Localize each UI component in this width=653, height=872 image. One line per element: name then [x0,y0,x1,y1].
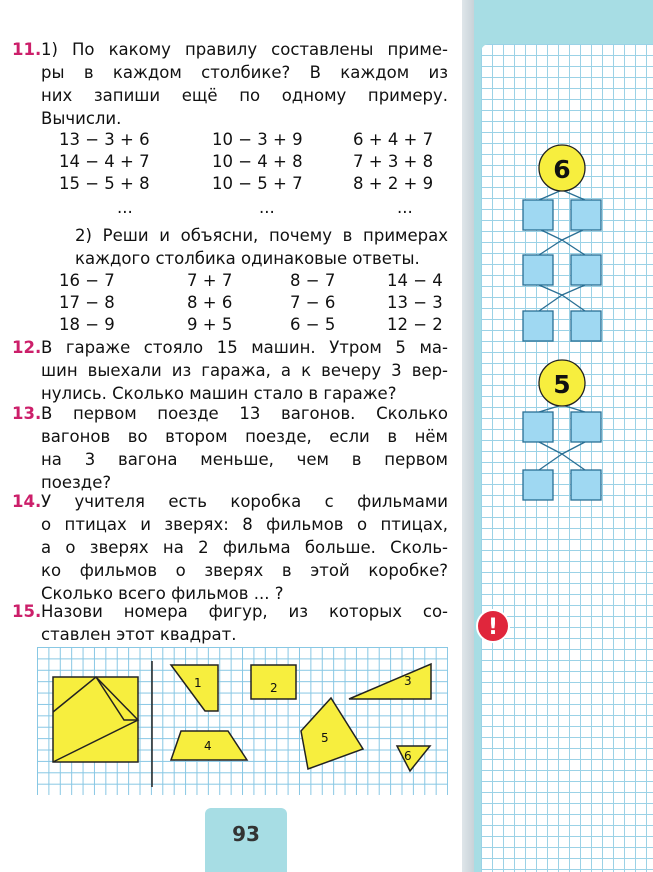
example: 9 + 5 [187,315,233,334]
answer-box [523,311,553,341]
answer-box [523,412,553,442]
example: 10 − 3 + 9 [212,130,303,149]
task-11-text: 1) По какому правилу составлены приме- ры в каждом столбике? В каждом из них запиши ещё по одному примеру. Вычисли. [41,40,448,128]
figure-5 [301,698,363,769]
example: 17 − 8 [59,293,115,312]
figure-4-label: 4 [204,739,212,753]
ellipsis: ... [117,198,133,217]
example: 6 − 5 [290,315,336,334]
example: 18 − 9 [59,315,115,334]
figure-2-label: 2 [270,681,278,695]
figure-3 [349,664,431,699]
task-12-number: 12. [12,338,42,357]
example: 15 − 5 + 8 [59,174,150,193]
tree-2-number: 5 [553,370,571,399]
task-11-part2-text: 2) Реши и объясни, почему в примерах каждого столбика одинаковые ответы. [75,226,448,268]
example: 10 − 4 + 8 [212,152,303,171]
task-11-number: 11. [12,40,42,59]
task-15-text: Назови номера фигур, из которых со- ставлен этот квадрат. [41,602,448,644]
ellipsis: ... [397,198,413,217]
figure-5-label: 5 [321,731,329,745]
task-13-text: В первом поезде 13 вагонов. Сколько вагонов во втором поезде, если в нём на 3 вагона меньше, чем в первом поезде? [41,404,448,492]
example: 13 − 3 + 6 [59,130,150,149]
example: 16 − 7 [59,271,115,290]
answer-box [571,311,601,341]
example: 14 − 4 [387,271,443,290]
example: 13 − 3 [387,293,443,312]
task-13-number: 13. [12,404,42,423]
figure-6 [397,746,430,771]
example: 8 + 6 [187,293,233,312]
page-number: 93 [232,822,260,846]
example: 8 − 7 [290,271,336,290]
example: 7 + 7 [187,271,233,290]
answer-box [523,470,553,500]
svg-text:!: ! [487,615,499,640]
answer-box [523,200,553,230]
example: 6 + 4 + 7 [353,130,434,149]
task-12-text: В гараже стояло 15 машин. Утром 5 ма- шин выехали из гаража, а к вечеру 3 вер- нулись. Сколько машин стало в гараже? [41,338,448,403]
answer-box [571,470,601,500]
answer-box [571,200,601,230]
example: 7 + 3 + 8 [353,152,434,171]
figure-3-label: 3 [404,674,412,688]
example: 12 − 2 [387,315,443,334]
example: 14 − 4 + 7 [59,152,150,171]
number-trees [474,0,653,520]
task-15-number: 15. [12,602,42,621]
figures-illustration [37,647,448,795]
answer-box [523,255,553,285]
answer-box [571,412,601,442]
example: 10 − 5 + 7 [212,174,303,193]
task-14-number: 14. [12,492,42,511]
example: 7 − 6 [290,293,336,312]
composed-square [53,677,138,762]
example: 8 + 2 + 9 [353,174,434,193]
task-14-text: У учителя есть коробка с фильмами о птицах и зверях: 8 фильмов о птицах, а о зверях на 2 фильма больше. Сколь- ко фильмов о зверях в этой коробке? Сколько всего фильмов ... ? [41,492,448,603]
ellipsis: ... [259,198,275,217]
page-spine [462,0,474,872]
figure-1-label: 1 [194,676,202,690]
answer-box [571,255,601,285]
tree-1-number: 6 [553,155,571,184]
figure-6-label: 6 [404,749,412,763]
warning-icon [476,609,510,643]
